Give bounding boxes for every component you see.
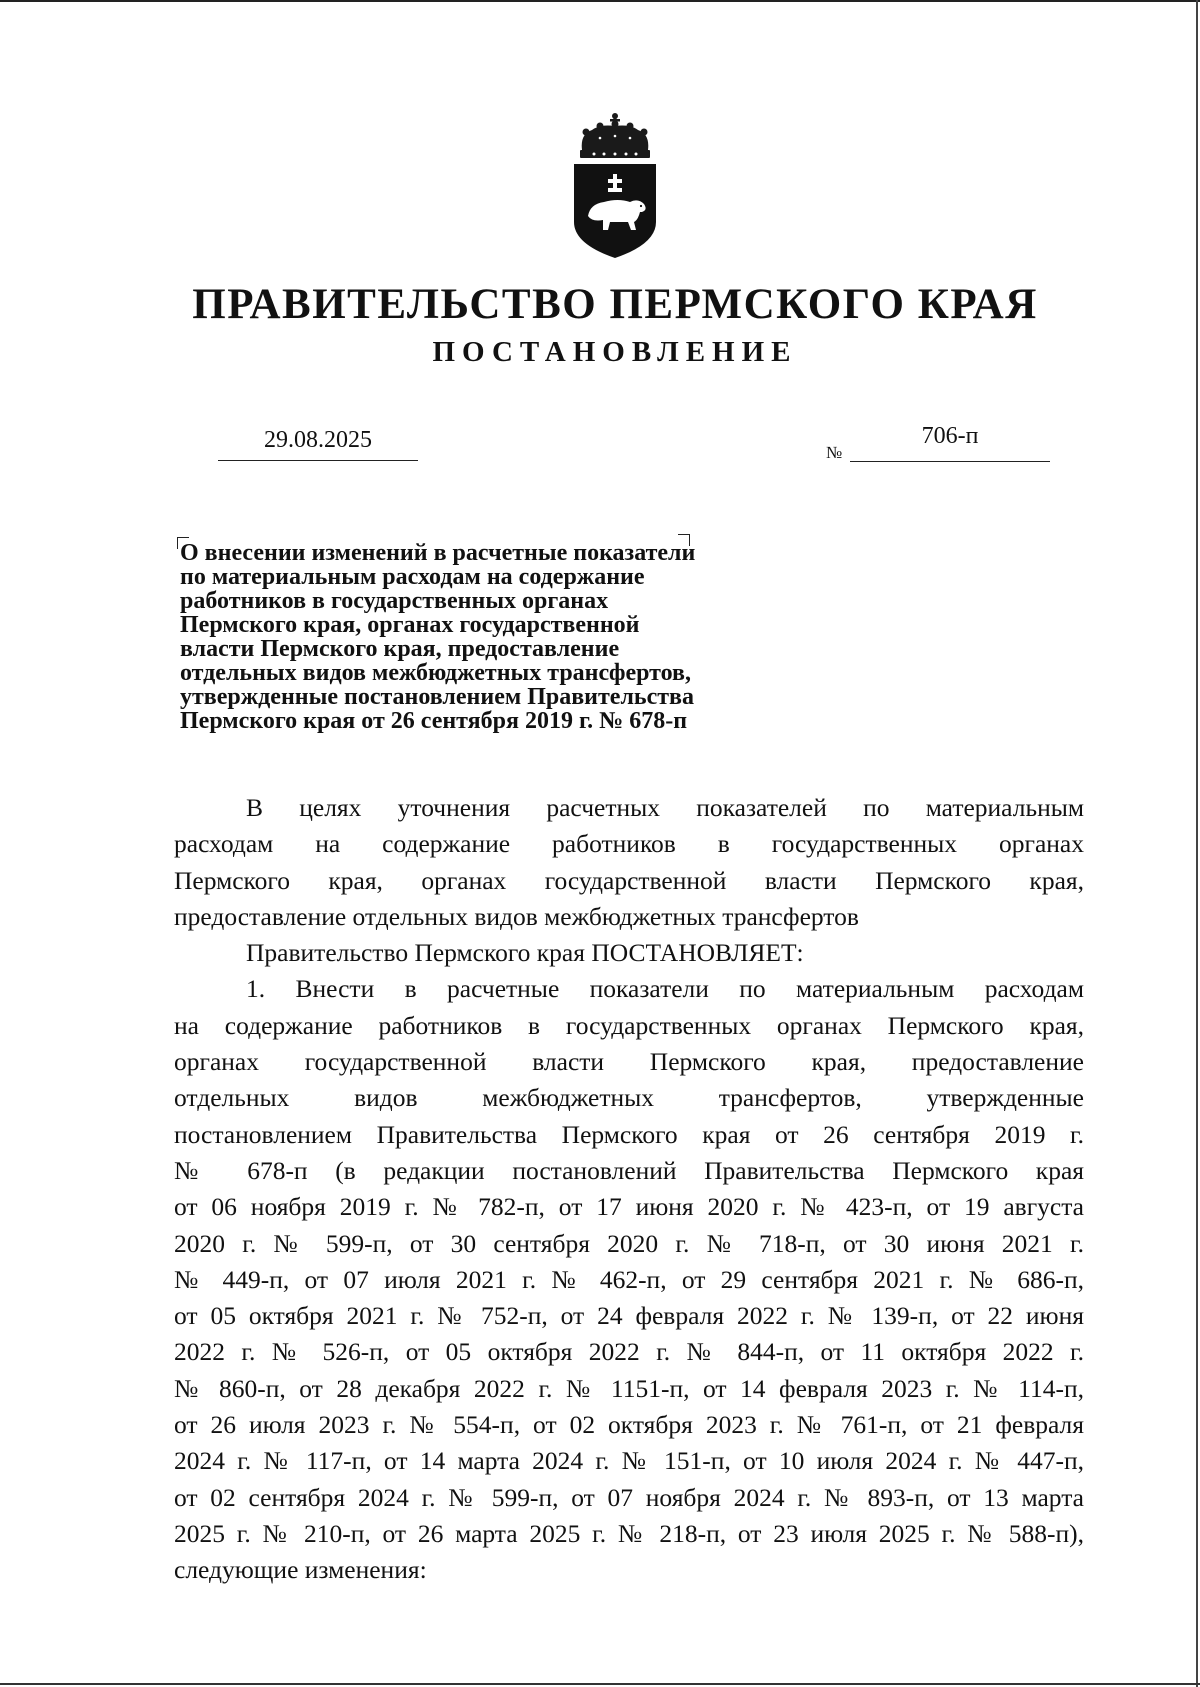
date-underline	[218, 460, 418, 461]
body-line: № 678-п (в редакции постановлений Правительства Пермского края	[174, 1155, 1084, 1185]
number-underline	[850, 461, 1050, 462]
subject-line: Пермского края, органах государственной	[180, 612, 640, 638]
document-date: 29.08.2025	[264, 427, 372, 453]
body-line: предоставление отдельных видов межбюджетных трансфертов	[174, 901, 859, 931]
body-line: от 26 июля 2023 г. № 554-п, от 02 октября 2023 г. № 761-п, от 21 февраля	[174, 1410, 1084, 1440]
body-line: № 449-п, от 07 июля 2021 г. № 462-п, от 29 сентября 2021 г. № 686-п,	[174, 1264, 1084, 1294]
subject-line: отдельных видов межбюджетных трансфертов,	[180, 660, 691, 686]
body-line: 2024 г. № 117-п, от 14 марта 2024 г. № 151-п, от 10 июля 2024 г. № 447-п,	[174, 1446, 1084, 1476]
document-type-heading: ПОСТАНОВЛЕНИЕ	[432, 336, 798, 368]
body-line: 2025 г. № 210-п, от 26 марта 2025 г. № 218-п, от 23 июля 2025 г. № 588-п),	[174, 1518, 1084, 1548]
subject-line: утвержденные постановлением Правительства	[180, 684, 695, 710]
subject-line: по материальным расходам на содержание	[180, 564, 645, 590]
number-sign: №	[826, 443, 843, 462]
body-line: следующие изменения:	[174, 1555, 427, 1585]
body-line: от 05 октября 2021 г. № 752-п, от 24 февраля 2022 г. № 139-п, от 22 июня	[174, 1301, 1084, 1331]
body-line: отдельных видов межбюджетных трансфертов, утвержденные	[174, 1083, 1084, 1113]
body-line: от 02 сентября 2024 г. № 599-п, от 07 ноября 2024 г. № 893-п, от 13 марта	[174, 1482, 1084, 1512]
body-line: постановлением Правительства Пермского края от 26 сентября 2019 г.	[174, 1119, 1084, 1149]
body-line: Пермского края, органах государственной власти Пермского края,	[174, 865, 1084, 895]
document-body	[174, 790, 1084, 1589]
subject-line: Пермского края от 26 сентября 2019 г. № 678-п	[180, 708, 688, 734]
body-line: органах государственной власти Пермского края, предоставление	[174, 1047, 1084, 1077]
body-line: на содержание работников в государственных органах Пермского края,	[174, 1010, 1084, 1040]
page-edge-top	[0, 0, 1200, 2]
coat-of-arms-icon	[570, 112, 660, 260]
subject-line: О внесении изменений в расчетные показатели	[180, 540, 696, 566]
subject-line: работников в государственных органах	[180, 588, 609, 614]
body-line: 2020 г. № 599-п, от 30 сентября 2020 г. № 718-п, от 30 июня 2021 г.	[174, 1228, 1084, 1258]
body-line: № 860-п, от 28 декабря 2022 г. № 1151-п, от 14 февраля 2023 г. № 114-п,	[174, 1373, 1084, 1403]
body-line: от 06 ноября 2019 г. № 782-п, от 17 июня 2020 г. № 423-п, от 19 августа	[174, 1192, 1084, 1222]
body-line: 1. Внести в расчетные показатели по материальным расходам	[246, 974, 1084, 1004]
government-title: ПРАВИТЕЛЬСТВО ПЕРМСКОГО КРАЯ	[192, 281, 1038, 328]
body-line: В целях уточнения расчетных показателей по материальным	[246, 793, 1084, 822]
document-subject	[180, 541, 800, 733]
page-edge-bottom	[0, 1683, 1200, 1685]
body-line: 2022 г. № 526-п, от 05 октября 2022 г. № 844-п, от 11 октября 2022 г.	[174, 1337, 1084, 1367]
body-line: расходам на содержание работников в государственных органах	[174, 829, 1084, 859]
subject-line: власти Пермского края, предоставление	[180, 636, 620, 662]
body-line: Правительство Пермского края ПОСТАНОВЛЯЕТ:	[246, 938, 804, 968]
document-number: 706-п	[921, 423, 979, 449]
page-edge-right	[1196, 0, 1198, 1687]
